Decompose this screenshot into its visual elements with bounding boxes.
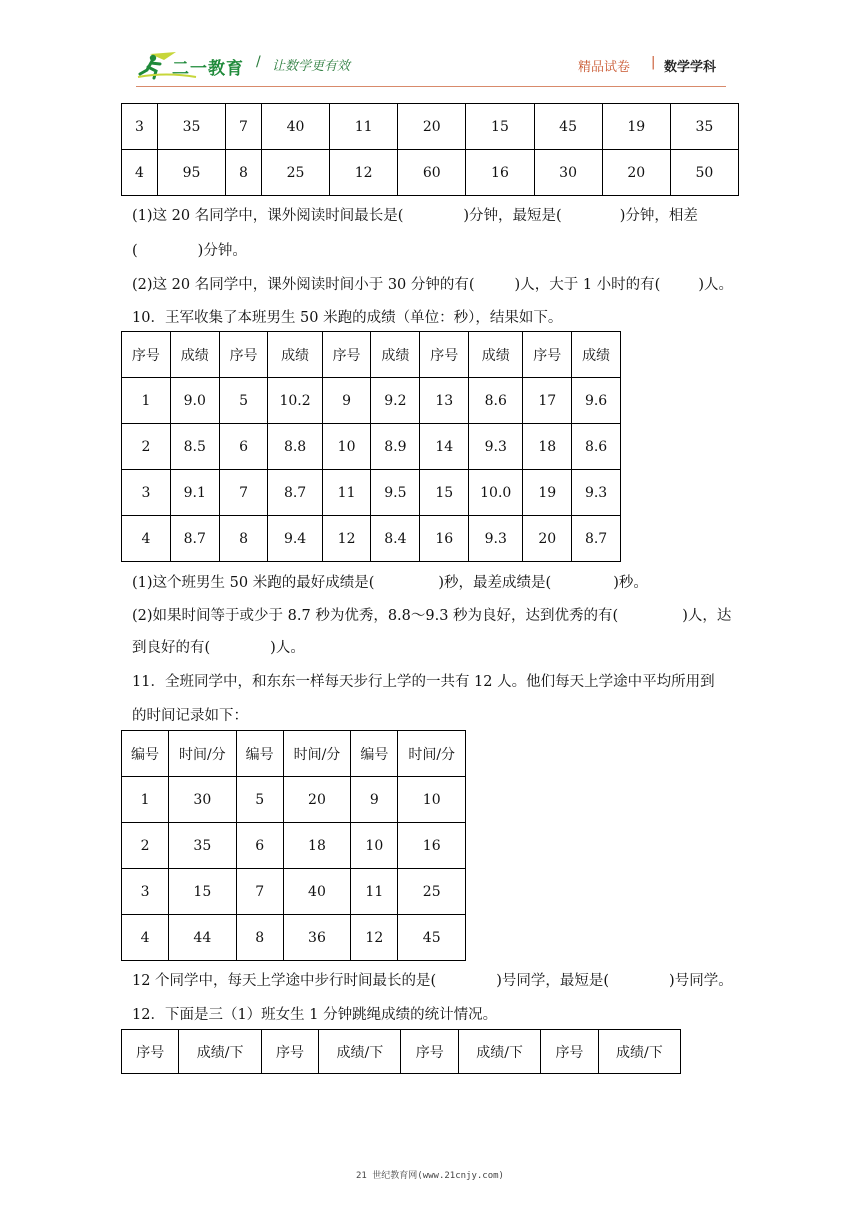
table-row: [122, 777, 466, 823]
table-row: [122, 378, 621, 424]
table-cell: 12: [330, 150, 398, 196]
table-cell: 12: [322, 516, 371, 562]
table-cell: 20: [283, 777, 351, 823]
brand-slogan: 让数学更有效: [272, 59, 351, 74]
table-cell: 12: [351, 915, 398, 961]
table-header-row: [122, 731, 466, 777]
table-cell: 35: [670, 104, 738, 150]
table-header-cell: 序号: [322, 332, 371, 378]
table-cell: 17: [523, 378, 572, 424]
table-cell: 30: [169, 777, 237, 823]
q9-part1-line1: [132, 204, 698, 225]
q9-part1-text-b: )分钟，最短是(: [463, 208, 562, 224]
table-cell: 44: [169, 915, 237, 961]
table-cell: 9.4: [268, 516, 322, 562]
q11-text-a: 12 个同学中，每天上学途中步行时间最长的是(: [132, 973, 437, 989]
table-cell: 5: [219, 378, 268, 424]
reading-time-table: [121, 103, 739, 196]
table-cell: 16: [466, 150, 534, 196]
header-separator: |: [651, 55, 656, 70]
table-header-cell: 编号: [236, 731, 283, 777]
table-cell: 7: [226, 104, 262, 150]
table-cell: 3: [122, 869, 169, 915]
table-cell: 40: [261, 104, 329, 150]
table-cell: 8.7: [572, 516, 621, 562]
table-header-cell: 成绩: [170, 332, 219, 378]
q11-text-c: )号同学。: [669, 973, 733, 989]
table-cell: 8.6: [469, 378, 523, 424]
table-row: [122, 104, 739, 150]
table-cell: 7: [236, 869, 283, 915]
table-cell: 20: [602, 150, 670, 196]
table-cell: 14: [420, 424, 469, 470]
table-cell: 2: [122, 823, 169, 869]
table-cell: 18: [283, 823, 351, 869]
table-cell: 1: [122, 777, 169, 823]
table-cell: 30: [534, 150, 602, 196]
table-cell: 8: [219, 516, 268, 562]
rope-skipping-table: [121, 1029, 681, 1074]
table-header-cell: 序号: [401, 1030, 458, 1074]
subject-label: 数学学科: [664, 60, 717, 75]
q12-intro: 12．下面是三（1）班女生 1 分钟跳绳成绩的统计情况。: [132, 1007, 498, 1023]
table-cell: 4: [122, 915, 169, 961]
table-cell: 16: [398, 823, 466, 869]
table-cell: 15: [420, 470, 469, 516]
table-header-cell: 编号: [351, 731, 398, 777]
page-header: [0, 0, 860, 90]
table-cell: 9.1: [170, 470, 219, 516]
table-cell: 8.7: [170, 516, 219, 562]
q10-part1-text-c: )秒。: [613, 575, 648, 591]
table-cell: 8: [226, 150, 262, 196]
table-cell: 20: [523, 516, 572, 562]
table-cell: 36: [283, 915, 351, 961]
table-cell: 10: [351, 823, 398, 869]
table-header-cell: 时间/分: [169, 731, 237, 777]
table-header-cell: 时间/分: [398, 731, 466, 777]
table-row: [122, 424, 621, 470]
q10-part1-text-b: )秒，最差成绩是(: [438, 575, 552, 591]
q9-part2-text-b: )人，大于 1 小时的有(: [514, 277, 661, 293]
table-cell: 9: [322, 378, 371, 424]
q10-part1-line: [132, 571, 648, 592]
table-row: [122, 150, 739, 196]
table-cell: 9: [351, 777, 398, 823]
q9-part1-text-d: (: [132, 243, 138, 259]
table-cell: 9.2: [371, 378, 420, 424]
table-cell: 19: [523, 470, 572, 516]
q9-part1-text-c: )分钟，相差: [619, 208, 698, 224]
table-header-cell: 序号: [523, 332, 572, 378]
table-cell: 3: [122, 470, 171, 516]
table-row: [122, 470, 621, 516]
q9-part1-line2: [132, 239, 247, 260]
walking-time-table: [121, 730, 466, 961]
table-cell: 7: [219, 470, 268, 516]
q9-part2-text-a: (2)这 20 名同学中，课外阅读时间小于 30 分钟的有(: [132, 277, 475, 293]
table-cell: 8.5: [170, 424, 219, 470]
table-cell: 9.3: [572, 470, 621, 516]
table-cell: 1: [122, 378, 171, 424]
table-header-cell: 成绩: [469, 332, 523, 378]
q11-intro-line2: 的时间记录如下：: [132, 708, 248, 724]
table-cell: 11: [330, 104, 398, 150]
header-slash: /: [256, 54, 261, 70]
table-header-cell: 成绩: [572, 332, 621, 378]
header-rule: [136, 86, 726, 87]
table-cell: 10.2: [268, 378, 322, 424]
table-row: [122, 823, 466, 869]
brand-name: 二一教育: [172, 59, 244, 79]
sprint-score-table: [121, 331, 621, 562]
table-cell: 25: [261, 150, 329, 196]
table-cell: 8.7: [268, 470, 322, 516]
table-cell: 3: [122, 104, 158, 150]
table-cell: 2: [122, 424, 171, 470]
q9-part1-text-e: )分钟。: [197, 243, 247, 259]
q10-part2-text-c: 到良好的有(: [132, 640, 211, 656]
table-cell: 95: [157, 150, 225, 196]
table-cell: 11: [351, 869, 398, 915]
q10-part2-line2: [132, 636, 305, 657]
table-header-row: [122, 332, 621, 378]
table-cell: 8.8: [268, 424, 322, 470]
q9-part2-line: [132, 273, 733, 294]
q10-part2-text-d: )人。: [270, 640, 305, 656]
table-header-cell: 序号: [420, 332, 469, 378]
table-header-cell: 序号: [122, 1030, 179, 1074]
q10-part2-text-a: (2)如果时间等于或少于 8.7 秒为优秀，8.8～9.3 秒为良好，达到优秀的有(: [132, 608, 619, 624]
q10-intro: 10．王军收集了本班男生 50 米跑的成绩（单位：秒），结果如下。: [132, 310, 563, 326]
table-cell: 15: [466, 104, 534, 150]
q10-part1-text-a: (1)这个班男生 50 米跑的最好成绩是(: [132, 575, 375, 591]
table-row: [122, 915, 466, 961]
table-cell: 16: [420, 516, 469, 562]
table-cell: 6: [236, 823, 283, 869]
table-cell: 9.5: [371, 470, 420, 516]
table-cell: 35: [169, 823, 237, 869]
table-cell: 40: [283, 869, 351, 915]
table-cell: 9.6: [572, 378, 621, 424]
table-cell: 13: [420, 378, 469, 424]
table-header-cell: 序号: [219, 332, 268, 378]
table-header-row: [122, 1030, 681, 1074]
table-header-cell: 成绩/下: [458, 1030, 540, 1074]
table-cell: 9.0: [170, 378, 219, 424]
table-row: [122, 869, 466, 915]
q11-intro-line1: 11．全班同学中，和东东一样每天步行上学的一共有 12 人。他们每天上学途中平均所用到: [132, 674, 715, 690]
table-cell: 8.6: [572, 424, 621, 470]
table-cell: 45: [398, 915, 466, 961]
table-cell: 45: [534, 104, 602, 150]
table-cell: 4: [122, 150, 158, 196]
table-header-cell: 编号: [122, 731, 169, 777]
table-cell: 19: [602, 104, 670, 150]
table-header-cell: 序号: [261, 1030, 318, 1074]
table-cell: 50: [670, 150, 738, 196]
table-cell: 10: [398, 777, 466, 823]
q9-part2-text-c: )人。: [698, 277, 733, 293]
table-cell: 8.4: [371, 516, 420, 562]
q11-text-b: )号同学，最短是(: [496, 973, 610, 989]
table-header-cell: 序号: [122, 332, 171, 378]
table-cell: 9.3: [469, 424, 523, 470]
table-cell: 8.9: [371, 424, 420, 470]
table-header-cell: 成绩/下: [598, 1030, 680, 1074]
table-cell: 18: [523, 424, 572, 470]
table-cell: 60: [398, 150, 466, 196]
table-cell: 25: [398, 869, 466, 915]
table-header-cell: 时间/分: [283, 731, 351, 777]
paper-tag: 精品试卷: [578, 60, 631, 75]
q10-part2-line1: [132, 604, 731, 625]
table-header-cell: 成绩/下: [179, 1030, 261, 1074]
table-header-cell: 成绩: [268, 332, 322, 378]
q11-question-line: [132, 969, 733, 990]
table-cell: 20: [398, 104, 466, 150]
table-cell: 4: [122, 516, 171, 562]
table-cell: 11: [322, 470, 371, 516]
q10-part2-text-b: )人，达: [682, 608, 732, 624]
table-cell: 35: [157, 104, 225, 150]
table-cell: 8: [236, 915, 283, 961]
q9-part1-text-a: (1)这 20 名同学中，课外阅读时间最长是(: [132, 208, 404, 224]
table-header-cell: 序号: [541, 1030, 598, 1074]
page-footer: 21 世纪教育网(www.21cnjy.com): [356, 1171, 504, 1181]
table-row: [122, 516, 621, 562]
table-cell: 15: [169, 869, 237, 915]
table-cell: 10.0: [469, 470, 523, 516]
table-header-cell: 成绩/下: [319, 1030, 401, 1074]
table-cell: 5: [236, 777, 283, 823]
table-header-cell: 成绩: [371, 332, 420, 378]
table-cell: 10: [322, 424, 371, 470]
table-cell: 9.3: [469, 516, 523, 562]
table-cell: 6: [219, 424, 268, 470]
